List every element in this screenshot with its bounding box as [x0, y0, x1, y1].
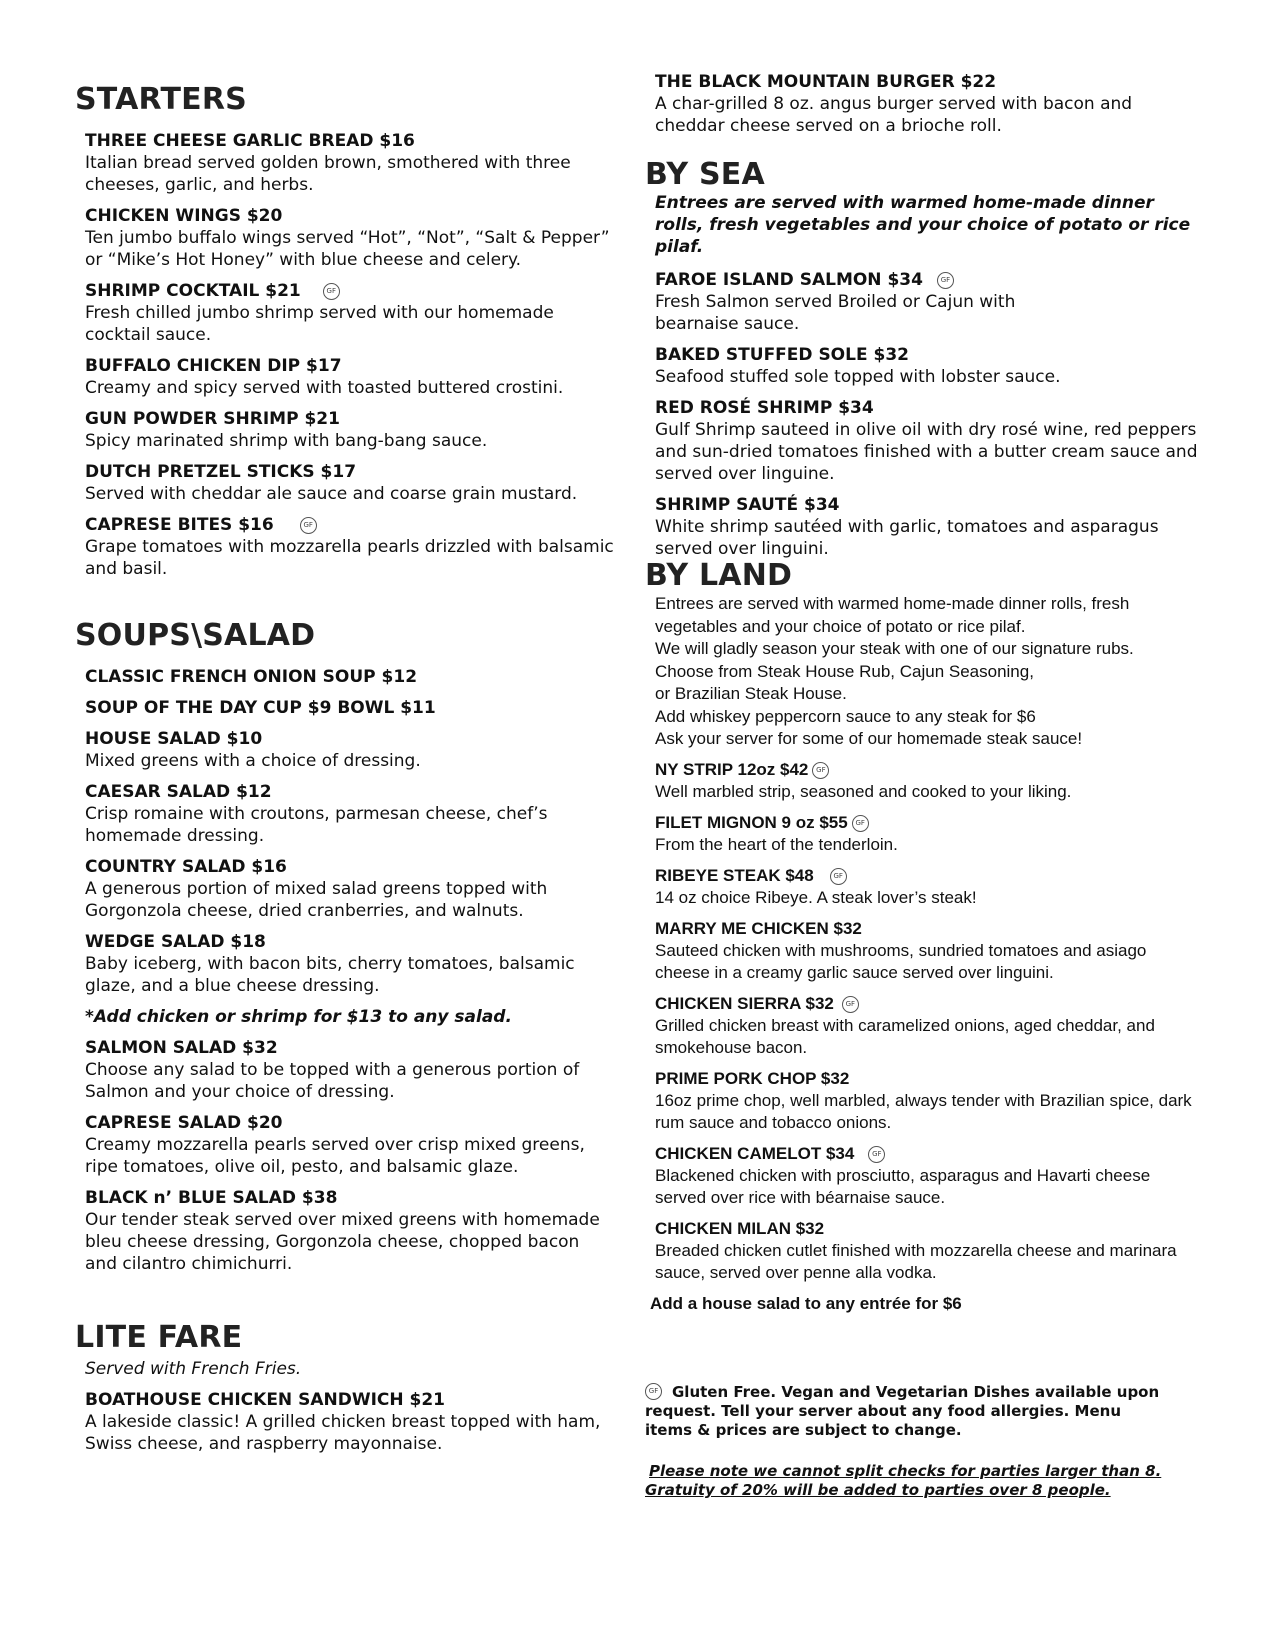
- item-name: DUTCH PRETZEL STICKS $17: [85, 462, 357, 482]
- menu-item: [85, 1112, 615, 1178]
- gluten-free-icon: GF: [937, 272, 954, 289]
- item-name: CHICKEN MILAN $32: [655, 1218, 825, 1238]
- item-desc: A char-grilled 8 oz. angus burger served with bacon and cheddar cheese served on a brioche roll.: [655, 94, 1133, 136]
- lite-subtitle-wrap: [85, 1358, 615, 1380]
- land-intro-line: Ask your server for some of our homemade steak sauce!: [655, 729, 1083, 748]
- item-name: BAKED STUFFED SOLE $32: [655, 345, 909, 365]
- item-name: NY STRIP 12oz $42: [655, 759, 809, 779]
- item-desc: Sauteed chicken with mushrooms, sundried tomatoes and asiago cheese in a creamy garlic sauce served over linguini.: [655, 940, 1147, 982]
- item-name: SHRIMP COCKTAIL $21: [85, 281, 301, 301]
- gluten-free-icon: GF: [830, 868, 847, 885]
- land-intro-line: Add whiskey peppercorn sauce to any steak for $6: [655, 706, 1036, 726]
- gratuity-note: Gratuity of 20% will be added to parties over 8 people.: [645, 1481, 1111, 1499]
- section-title-by-land: BY LAND: [645, 558, 793, 593]
- lite-list: [85, 1358, 615, 1464]
- land-intro-line: Choose from Steak House Rub, Cajun Seasoning,: [655, 661, 1034, 681]
- menu-item: [85, 931, 615, 997]
- gluten-free-icon: GF: [812, 762, 829, 779]
- menu-item: [85, 408, 615, 452]
- item-name: CHICKEN SIERRA $32: [655, 993, 834, 1013]
- footer-legend: [645, 1383, 1165, 1500]
- land-intro-line: We will gladly season your steak with one of our signature rubs.: [655, 639, 1134, 658]
- section-title-starters: STARTERS: [75, 82, 247, 117]
- land-list: [650, 593, 1205, 1324]
- item-name: CHICKEN CAMELOT $34: [655, 1143, 855, 1163]
- item-desc: Gulf Shrimp sauteed in olive oil with dry rosé wine, red peppers and sun-dried tomatoes finished with a butter cream sauce and served over linguine.: [655, 420, 1198, 484]
- menu-item: [655, 1218, 1205, 1284]
- item-name: CLASSIC FRENCH ONION SOUP $12: [85, 667, 418, 687]
- starters-list: [85, 130, 615, 589]
- item-name: SHRIMP SAUTÉ $34: [655, 495, 840, 515]
- menu-item: [655, 269, 1205, 335]
- item-name: CAPRESE BITES $16: [85, 515, 274, 535]
- menu-item: [655, 1143, 1205, 1209]
- menu-item: [85, 461, 615, 505]
- menu-item: [85, 1037, 615, 1103]
- menu-item: [85, 1187, 615, 1275]
- item-desc: Grilled chicken breast with caramelized onions, aged cheddar, and smokehouse bacon.: [655, 1015, 1155, 1057]
- item-name: CAESAR SALAD $12: [85, 782, 272, 802]
- menu-item: [655, 71, 1205, 137]
- item-desc: Seafood stuffed sole topped with lobster sauce.: [655, 367, 1061, 387]
- soups-list: [85, 666, 615, 1284]
- section-title-soups-salad: SOUPS\SALAD: [75, 618, 316, 653]
- item-desc: A lakeside classic! A grilled chicken breast topped with ham, Swiss cheese, and raspberry mayonnaise.: [85, 1412, 601, 1454]
- gluten-free-icon: GF: [868, 1146, 885, 1163]
- menu-item: [85, 697, 615, 719]
- menu-item: [655, 993, 1205, 1059]
- land-intro-line: or Brazilian Steak House.: [655, 684, 847, 703]
- menu-item: [85, 514, 615, 580]
- land-intro-line: Entrees are served with warmed home-made dinner rolls, fresh vegetables and your choice of potato or rice pilaf.: [655, 594, 1130, 636]
- item-desc: From the heart of the tenderloin.: [655, 834, 898, 854]
- split-check-note: Please note we cannot split checks for parties larger than 8.: [649, 1462, 1162, 1480]
- item-name: THREE CHEESE GARLIC BREAD $16: [85, 131, 415, 151]
- item-desc: White shrimp sautéed with garlic, tomatoes and asparagus served over linguini.: [655, 517, 1159, 559]
- menu-item: [655, 812, 1205, 856]
- sea-list: [655, 192, 1205, 569]
- item-desc: Italian bread served golden brown, smothered with three cheeses, garlic, and herbs.: [85, 153, 571, 195]
- menu-item: [655, 759, 1205, 803]
- salad-addon-note: [85, 1006, 615, 1028]
- item-desc: Mixed greens with a choice of dressing.: [85, 751, 421, 771]
- item-name: WEDGE SALAD $18: [85, 932, 266, 952]
- section-title-by-sea: BY SEA: [645, 157, 765, 192]
- menu-item: [85, 130, 615, 196]
- gf-legend: [645, 1383, 1165, 1440]
- item-name: MARRY ME CHICKEN $32: [655, 918, 862, 938]
- item-name: FILET MIGNON 9 oz $55: [655, 812, 848, 832]
- gf-legend-text: Gluten Free. Vegan and Vegetarian Dishes available upon request. Tell your server about any food allergies. Menu items & prices are subject to change.: [645, 1383, 1160, 1439]
- item-desc: Crisp romaine with croutons, parmesan cheese, chef’s homemade dressing.: [85, 804, 548, 846]
- lite-subtitle: Served with French Fries.: [85, 1359, 302, 1379]
- menu-item: [655, 865, 1205, 909]
- item-name: CAPRESE SALAD $20: [85, 1113, 283, 1133]
- salad-addon-text: *Add chicken or shrimp for $13 to any salad.: [85, 1007, 512, 1027]
- menu-item: [85, 856, 615, 922]
- land-intro: [655, 593, 1205, 751]
- item-name: SOUP OF THE DAY CUP $9 BOWL $11: [85, 698, 436, 718]
- entree-addon-text: Add a house salad to any entrée for $6: [650, 1293, 962, 1313]
- item-name: RED ROSÉ SHRIMP $34: [655, 398, 874, 418]
- gluten-free-icon: GF: [300, 517, 317, 534]
- menu-item: [85, 728, 615, 772]
- item-desc: Our tender steak served over mixed greens with homemade bleu cheese dressing, Gorgonzola cheese, chopped bacon and cilantro chimichurri.: [85, 1210, 600, 1274]
- item-name: FAROE ISLAND SALMON $34: [655, 270, 923, 290]
- item-desc: 16oz prime chop, well marbled, always tender with Brazilian spice, dark rum sauce and tobacco onions.: [655, 1090, 1192, 1132]
- item-name: BUFFALO CHICKEN DIP $17: [85, 356, 342, 376]
- menu-item: [655, 397, 1205, 485]
- item-name: HOUSE SALAD $10: [85, 729, 263, 749]
- sea-intro: Entrees are served with warmed home-made dinner rolls, fresh vegetables and your choice of potato or rice pilaf.: [655, 193, 1191, 257]
- menu-item: [85, 666, 615, 688]
- sea-intro-wrap: [655, 192, 1205, 258]
- item-desc: Spicy marinated shrimp with bang-bang sauce.: [85, 431, 488, 451]
- item-name: GUN POWDER SHRIMP $21: [85, 409, 340, 429]
- gluten-free-icon: GF: [645, 1383, 662, 1400]
- item-desc: Grape tomatoes with mozzarella pearls drizzled with balsamic and basil.: [85, 537, 614, 579]
- item-name: PRIME PORK CHOP $32: [655, 1068, 850, 1088]
- item-name: CHICKEN WINGS $20: [85, 206, 283, 226]
- item-desc: Creamy mozzarella pearls served over crisp mixed greens, ripe tomatoes, olive oil, pesto, and balsamic glaze.: [85, 1135, 585, 1177]
- item-desc: A generous portion of mixed salad greens topped with Gorgonzola cheese, dried cranberries, and walnuts.: [85, 879, 548, 921]
- menu-item: [655, 1068, 1205, 1134]
- item-desc: Ten jumbo buffalo wings served “Hot”, “Not”, “Salt & Pepper” or “Mike’s Hot Honey” with blue cheese and celery.: [85, 228, 610, 270]
- menu-item: [655, 918, 1205, 984]
- item-name: SALMON SALAD $32: [85, 1038, 278, 1058]
- item-desc: Served with cheddar ale sauce and coarse grain mustard.: [85, 484, 578, 504]
- entree-addon: [650, 1293, 1205, 1315]
- item-name: RIBEYE STEAK $48: [655, 865, 814, 885]
- item-desc: Fresh chilled jumbo shrimp served with our homemade cocktail sauce.: [85, 303, 554, 345]
- item-desc: Breaded chicken cutlet finished with mozzarella cheese and marinara sauce, served over penne alla vodka.: [655, 1240, 1177, 1282]
- section-title-lite-fare: LITE FARE: [75, 1320, 243, 1355]
- item-name: COUNTRY SALAD $16: [85, 857, 287, 877]
- item-desc: Blackened chicken with prosciutto, asparagus and Havarti cheese served over rice with béarnaise sauce.: [655, 1165, 1151, 1207]
- gluten-free-icon: GF: [852, 815, 869, 832]
- menu-item: [85, 781, 615, 847]
- gluten-free-icon: GF: [323, 283, 340, 300]
- item-desc: Fresh Salmon served Broiled or Cajun with bearnaise sauce.: [655, 292, 1016, 334]
- menu-item: [85, 205, 615, 271]
- gluten-free-icon: GF: [842, 996, 859, 1013]
- menu-item: [85, 280, 615, 346]
- item-desc: Choose any salad to be topped with a generous portion of Salmon and your choice of dressing.: [85, 1060, 580, 1102]
- item-desc: Well marbled strip, seasoned and cooked to your liking.: [655, 781, 1072, 801]
- menu-item: [655, 344, 1205, 388]
- item-desc: Creamy and spicy served with toasted buttered crostini.: [85, 378, 564, 398]
- burger-block: [655, 71, 1205, 146]
- menu-item: [85, 1389, 615, 1455]
- item-desc: Baby iceberg, with bacon bits, cherry tomatoes, balsamic glaze, and a blue cheese dressing.: [85, 954, 575, 996]
- menu-item: [85, 355, 615, 399]
- item-desc: 14 oz choice Ribeye. A steak lover’s steak!: [655, 887, 977, 907]
- item-name: BOATHOUSE CHICKEN SANDWICH $21: [85, 1390, 446, 1410]
- item-name: BLACK n’ BLUE SALAD $38: [85, 1188, 338, 1208]
- menu-item: [655, 494, 1205, 560]
- item-name: THE BLACK MOUNTAIN BURGER $22: [655, 72, 997, 92]
